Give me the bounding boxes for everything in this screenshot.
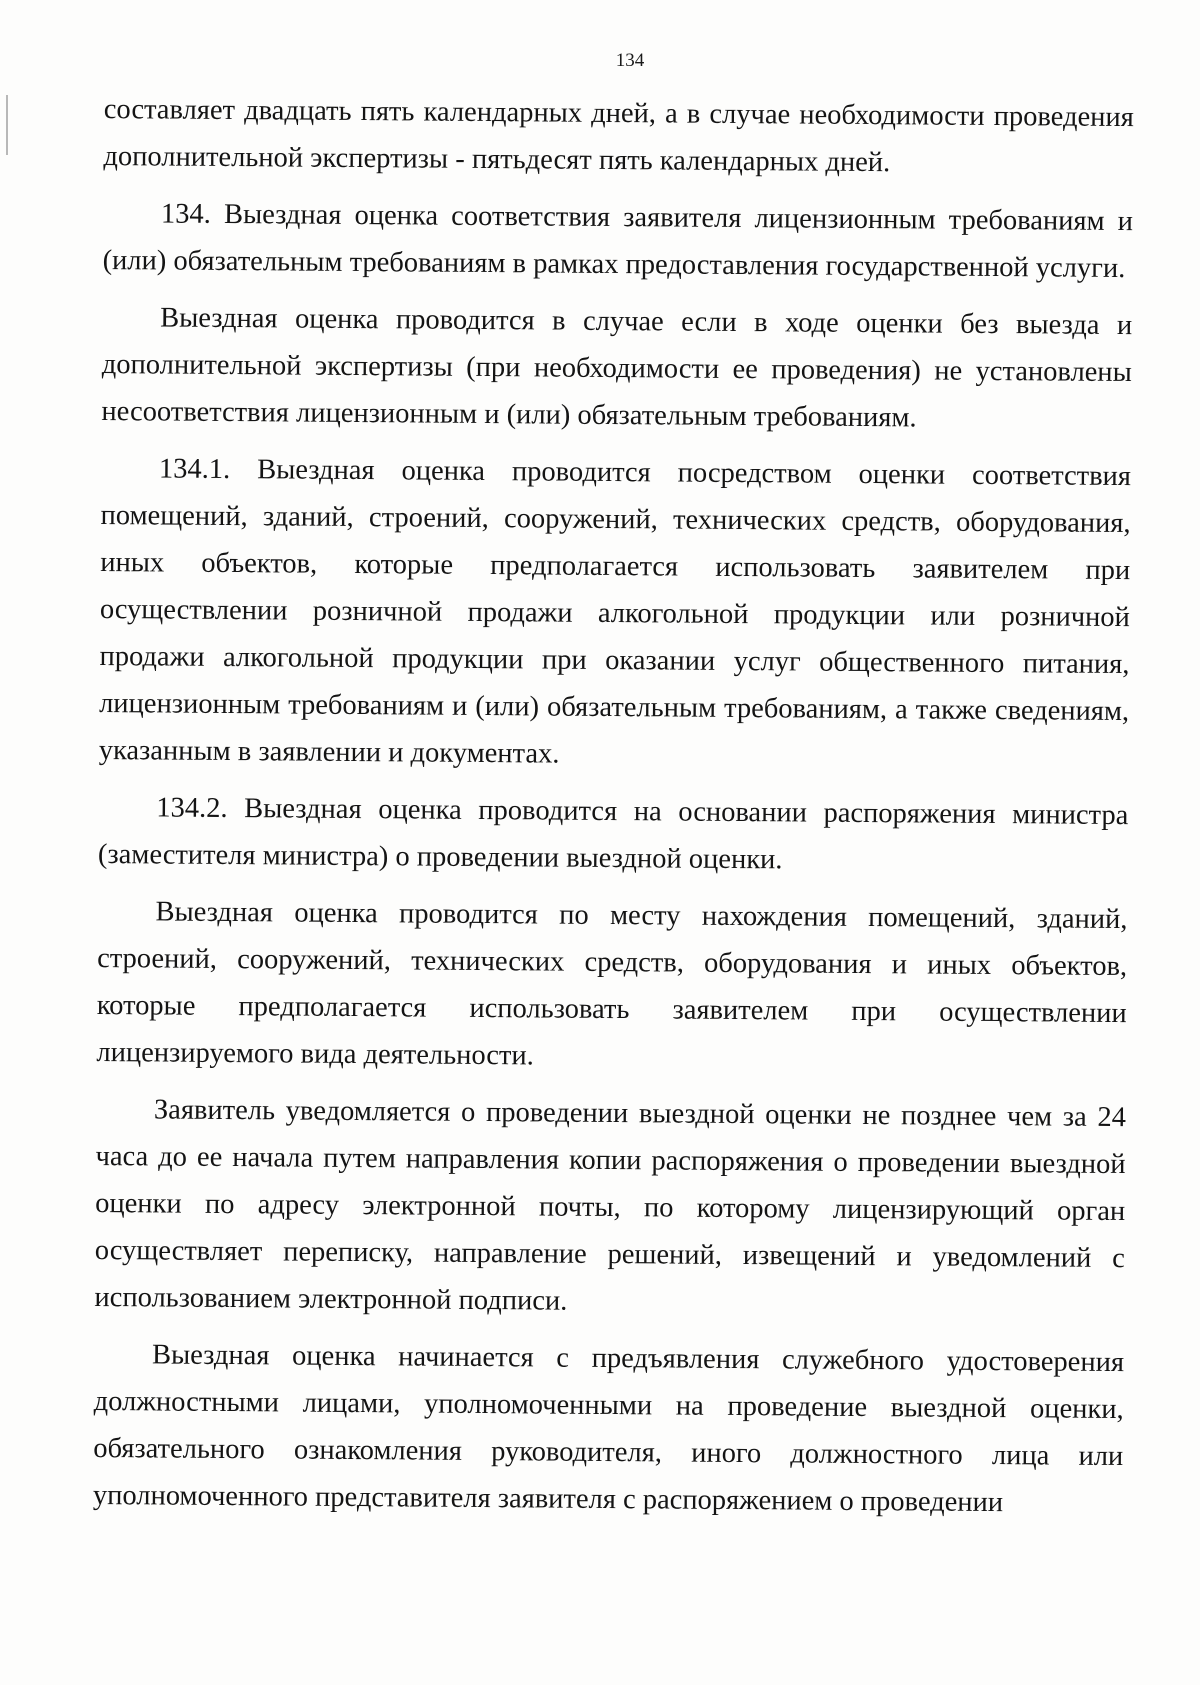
document-body (93, 86, 1134, 1537)
paragraph-onsite-location: Выездная оценка проводится по месту нахождения помещений, зданий, строений, сооружений, технических средств, оборудования и иных объектов, которые предполагается использовать заявителем при осуществлении лицензируемого вида деятельности. (96, 896, 1128, 1072)
paragraph-134-2: 134.2. Выездная оценка проводится на основании распоряжения министра (заместителя министра) о проведении выездной оценки. (97, 792, 1129, 876)
paragraph-continuation: составляет двадцать пять календарных дней, а в случае необходимости проведения дополнительной экспертизы - пятьдесят пять календарных дней. (103, 93, 1134, 179)
page-number: 134 (615, 50, 645, 71)
paragraph-134-1: 134.1. Выездная оценка проводится посредством оценки соответствия помещений, зданий, строений, сооружений, технических средств, оборудования, иных объектов, которые предполагается использовать заявителем при осуществлении розничной продажи алкогольной продукции или розничной продажи алкогольной продукции при оказании услуг общественного питания, лицензионным требованиям и (или) обязательным требованиям, а также сведениям, указанным в заявлении и документах. (98, 453, 1132, 770)
paragraph-onsite-start: Выездная оценка начинается с предъявления служебного удостоверения должностными лицами, уполномоченными на проведение выездной оценки, обязательного ознакомления руководителя, иного должностного лица или уполномоченного представителя заявителя с распоряжением о проведении (92, 1339, 1125, 1519)
paragraph-onsite-conditions: Выездная оценка проводится в случае если в ходе оценки без выезда и дополнительной экспертизы (при необходимости ее проведения) не установлены несоответствия лицензионным и (или) обязательным требованиям. (101, 302, 1133, 434)
paragraph-applicant-notice: Заявитель уведомляется о проведении выездной оценки не позднее чем за 24 часа до ее начала путем направления копии распоряжения о проведении выездной оценки по адресу электронной почты, по которому лицензирующий орган осуществляет переписку, направление решений, извещений и уведомлений с использованием электронной подписи. (94, 1094, 1127, 1317)
paragraph-134-heading: 134. Выездная оценка соответствия заявителя лицензионным требованиям и (или) обязательным требованиям в рамках предоставления государственной услуги. (102, 198, 1134, 285)
scan-edge-mark (6, 95, 8, 155)
